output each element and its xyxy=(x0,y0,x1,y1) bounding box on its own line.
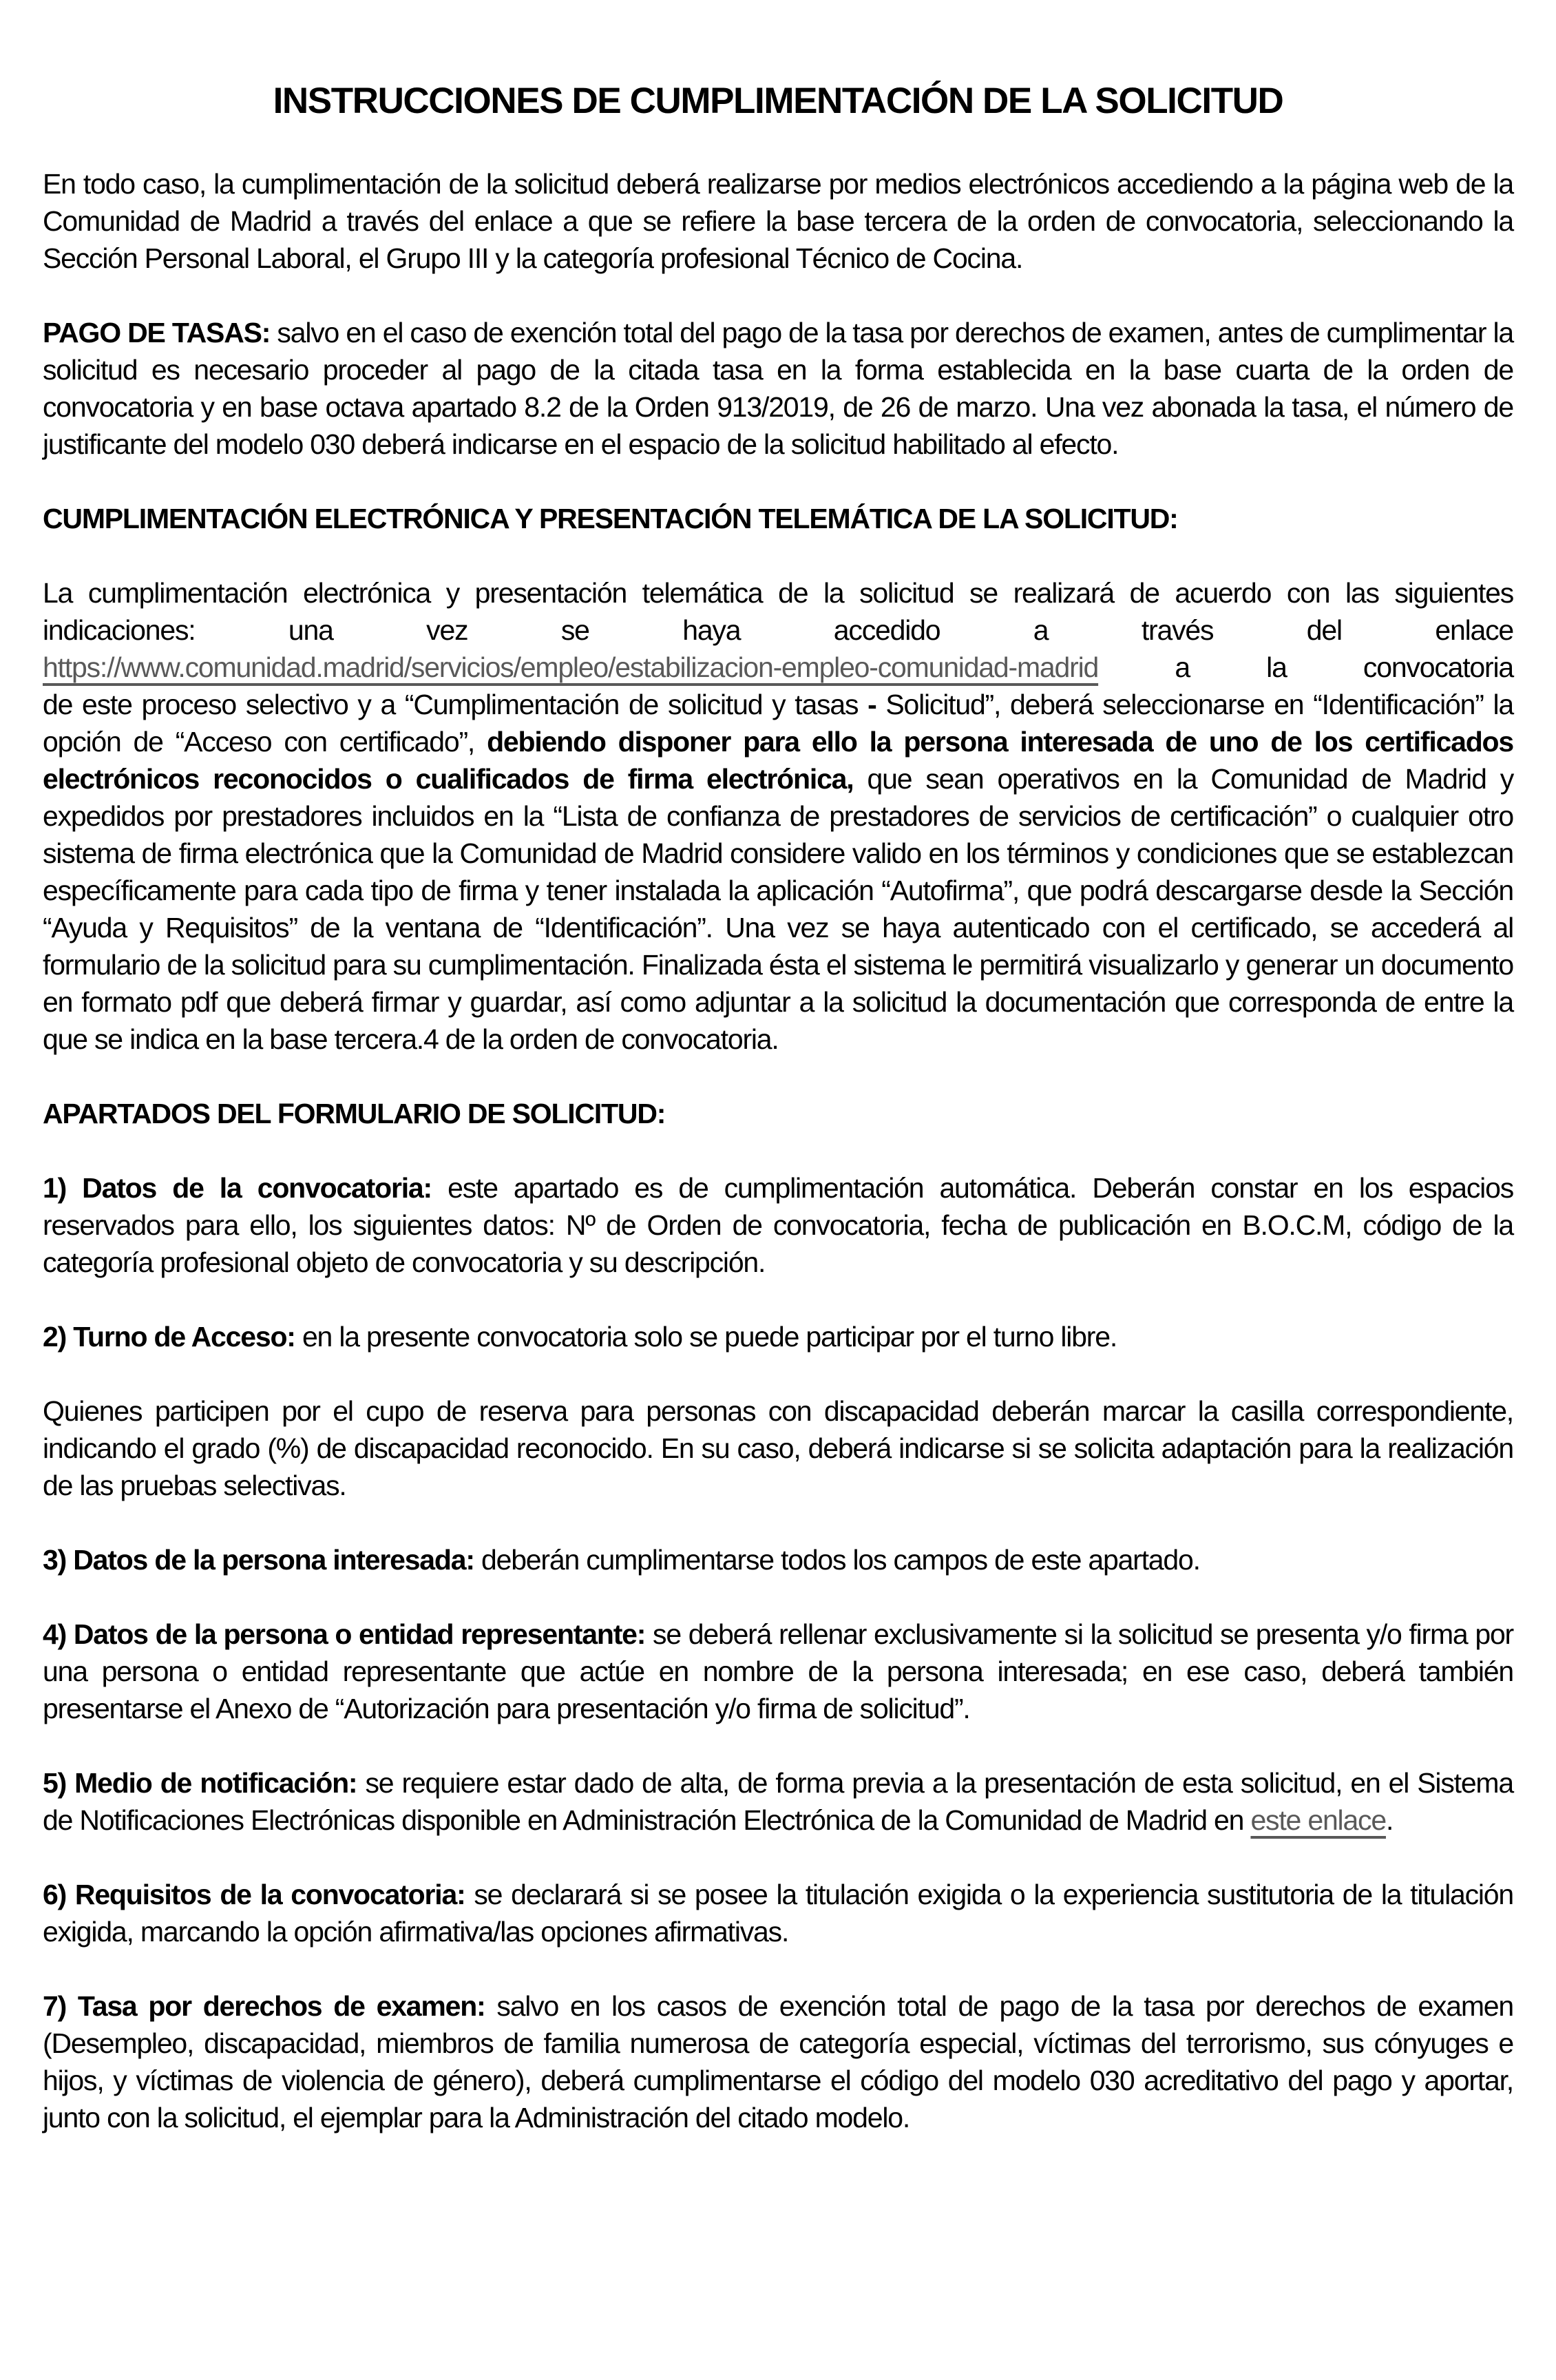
item-4-label: 4) Datos de la persona o entidad representante: xyxy=(43,1618,646,1650)
item-2-paragraph xyxy=(43,1318,1513,1355)
item-1-text: este apartado es de cumplimentación automática. Deberán constar en los espacios reservados para ello, los siguientes datos: Nº de Orden de convocatoria, fecha de publicación en B.O.C.M, código de la categoría profesional objeto de convocatoria y su descripción. xyxy=(43,1172,1513,1278)
intro-paragraph: En todo caso, la cumplimentación de la solicitud deberá realizarse por medios electrónicos accediendo a la página web de la Comunidad de Madrid a través del enlace a que se refiere la base tercera de la orden de convocatoria, seleccionando la Sección Personal Laboral, el Grupo III y la categoría profesional Técnico de Cocina. xyxy=(43,168,1513,274)
fees-paragraph xyxy=(43,314,1513,463)
item-4-text: se deberá rellenar exclusivamente si la solicitud se presenta y/o firma por una persona o entidad representante que actúe en nombre de la persona interesada; en ese caso, deberá también presentarse el Anexo de “Autorización para presentación y/o firma de solicitud”. xyxy=(43,1618,1513,1724)
telematic-link-suffix: a la convocatoria xyxy=(1098,651,1513,683)
telematic-paragraph xyxy=(43,574,1513,1058)
item-4-paragraph xyxy=(43,1616,1513,1727)
telematic-bold-requirement: debiendo disponer para ello la persona interesada de uno de los certificados electrónicos reconocidos o cualificados de firma electrónica, xyxy=(43,726,1514,795)
url-line xyxy=(43,649,1513,686)
page-title: INSTRUCCIONES DE CUMPLIMENTACIÓN DE LA SOLICITUD xyxy=(273,81,1283,121)
telematic-after-link: de este proceso selectivo y a “Cumplimentación de solicitud y tasas xyxy=(43,689,868,720)
fees-label: PAGO DE TASAS: xyxy=(43,317,271,348)
item-5-paragraph xyxy=(43,1764,1513,1839)
item-1-paragraph xyxy=(43,1169,1513,1281)
item-3-paragraph xyxy=(43,1541,1513,1578)
telematic-heading: CUMPLIMENTACIÓN ELECTRÓNICA Y PRESENTACIÓN TELEMÁTICA DE LA SOLICITUD: xyxy=(43,503,1178,534)
form-sections-heading: APARTADOS DEL FORMULARIO DE SOLICITUD: xyxy=(43,1098,666,1129)
item-3-label: 3) Datos de la persona interesada: xyxy=(43,1544,474,1576)
telematic-mid: Solicitud”, deberá seleccionarse en “Identificación” la opción de “Acceso con certificado”, xyxy=(43,689,1513,758)
telematic-tail: que sean operativos en la Comunidad de Madrid y expedidos por prestadores incluidos en la “Lista de confianza de prestadores de servicios de certificación” o cualquier otro sistema de firma electrónica que la Comunidad de Madrid considere valido en los términos y condiciones que se establezcan específicamente para cada tipo de firma y tener instalada la aplicación “Autofirma”, que podrá descargarse desde la Sección “Ayuda y Requisitos” de la ventana de “Identificación”. Una vez se haya autenticado con el certificado, se accederá al formulario de la solicitud para su cumplimentación. Finalizada ésta el sistema le permitirá visualizarlo y generar un documento en formato pdf que deberá firmar y guardar, así como adjuntar a la solicitud la documentación que corresponda de entre la que se indica en la base tercera.4 de la orden de convocatoria. xyxy=(43,763,1513,1055)
notifications-link[interactable]: este enlace xyxy=(1250,1804,1386,1836)
item-3-text: deberán cumplimentarse todos los campos de este apartado. xyxy=(474,1544,1200,1576)
item-2-text: en la presente convocatoria solo se puede participar por el turno libre. xyxy=(295,1321,1117,1353)
item-5-text-after: . xyxy=(1385,1804,1394,1836)
item-6-text: se declarará si se posee la titulación exigida o la experiencia sustitutoria de la titulación exigida, marcando la opción afirmativa/las opciones afirmativas. xyxy=(43,1879,1513,1948)
disability-note-paragraph: Quienes participen por el cupo de reserva para personas con discapacidad deberán marcar la casilla correspondiente, indicando el grado (%) de discapacidad reconocido. En su caso, deberá indicarse si se solicita adaptación para la realización de las pruebas selectivas. xyxy=(43,1395,1513,1501)
item-5-label: 5) Medio de notificación: xyxy=(43,1767,357,1799)
fees-text: salvo en el caso de exención total del pago de la tasa por derechos de examen, antes de cumplimentar la solicitud es necesario proceder al pago de la citada tasa en la forma establecida en la base cuarta de la orden de convocatoria y en base octava apartado 8.2 de la Orden 913/2019, de 26 de marzo. Una vez abonada la tasa, el número de justificante del modelo 030 deberá indicarse en el espacio de la solicitud habilitado al efecto. xyxy=(43,317,1514,460)
item-7-paragraph xyxy=(43,1987,1513,2136)
convocatoria-url-link[interactable]: https://www.comunidad.madrid/servicios/empleo/estabilizacion-empleo-comunidad-madrid xyxy=(43,651,1099,683)
item-2-label: 2) Turno de Acceso: xyxy=(43,1321,295,1353)
telematic-before-link: La cumplimentación electrónica y presentación telemática de la solicitud se realizará de acuerdo con las siguientes indicaciones: una vez se haya accedido a través del enlace xyxy=(43,577,1513,646)
item-6-label: 6) Requisitos de la convocatoria: xyxy=(43,1879,465,1910)
telematic-bold-dash: - xyxy=(868,689,876,720)
item-6-paragraph xyxy=(43,1876,1513,1950)
item-7-label: 7) Tasa por derechos de examen: xyxy=(43,1990,485,2022)
item-5-text-before: se requiere estar dado de alta, de forma previa a la presentación de esta solicitud, en el Sistema de Notificaciones Electrónicas disponible en Administración Electrónica de la Comunidad de Madrid en xyxy=(43,1767,1513,1836)
item-7-text: salvo en los casos de exención total de pago de la tasa por derechos de examen (Desempleo, discapacidad, miembros de familia numerosa de categoría especial, víctimas del terrorismo, sus cónyuges e hijos, y víctimas de violencia de género), deberá cumplimentarse el código del modelo 030 acreditativo del pago y aportar, junto con la solicitud, el ejemplar para la Administración del citado modelo. xyxy=(43,1990,1513,2133)
item-1-label: 1) Datos de la convocatoria: xyxy=(43,1172,432,1204)
